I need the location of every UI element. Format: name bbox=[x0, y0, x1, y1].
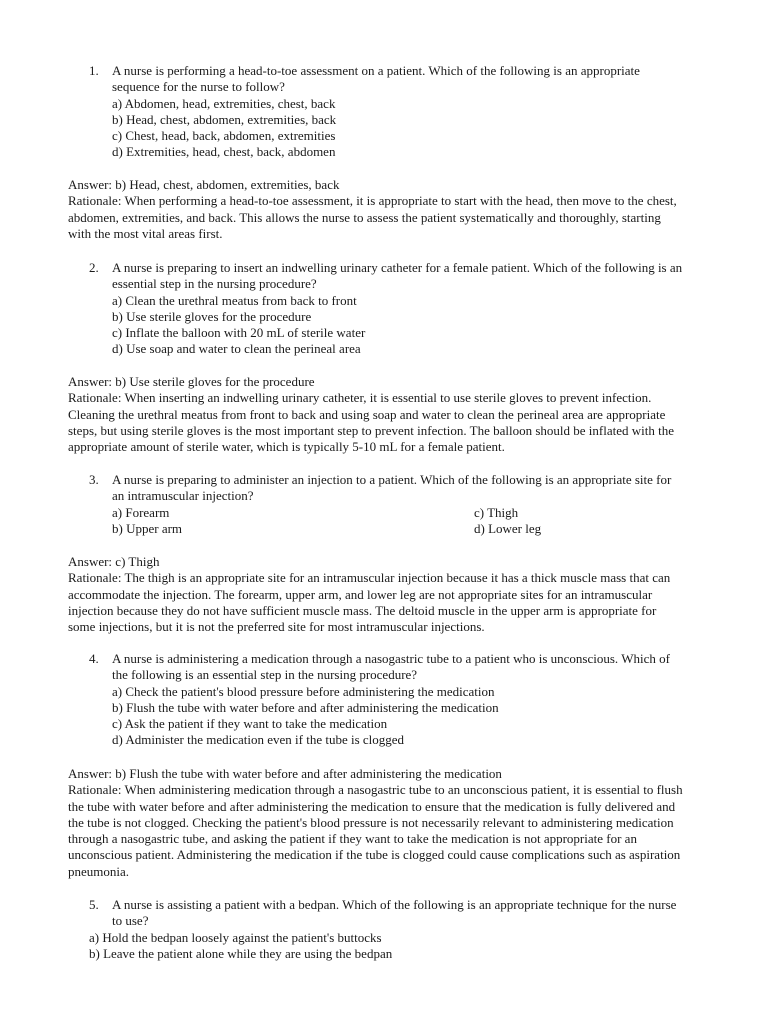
option-b: b) Leave the patient alone while they are using the bedpan bbox=[89, 945, 393, 961]
stem-line: to use? bbox=[112, 913, 149, 929]
question-2 bbox=[68, 260, 718, 358]
answer-line: Answer: c) Thigh bbox=[68, 554, 160, 569]
rationale-line: Rationale: When inserting an indwelling urinary catheter, it is essential to use sterile gloves to prevent infection. bbox=[68, 390, 652, 406]
stem-line: sequence for the nurse to follow? bbox=[112, 79, 285, 95]
option-b: b) Head, chest, abdomen, extremities, back bbox=[112, 111, 337, 127]
rationale-line: Rationale: When performing a head-to-toe assessment, it is appropriate to start with the head, then move to the chest, bbox=[68, 193, 677, 209]
answer-line: Answer: b) Flush the tube with water before and after administering the medication bbox=[68, 766, 502, 781]
answer-rationale-1 bbox=[68, 177, 718, 242]
question-stem bbox=[68, 651, 718, 684]
rationale-line: some injections, but it is not the preferred site for most intramuscular injections. bbox=[68, 619, 485, 635]
question-stem bbox=[68, 472, 718, 505]
rationale-line: pneumonia. bbox=[68, 863, 130, 879]
question-3 bbox=[68, 472, 718, 537]
stem-line: an intramuscular injection? bbox=[112, 488, 254, 504]
question-stem bbox=[68, 260, 718, 293]
option-a: a) Hold the bedpan loosely against the patient's buttocks bbox=[89, 929, 382, 945]
rationale-line: injection because they do not have sufficient muscle mass. The deltoid muscle in the upper arm is appropriate for bbox=[68, 602, 657, 618]
stem-line: essential step in the nursing procedure? bbox=[112, 276, 317, 292]
rationale-line: with the most vital areas first. bbox=[68, 225, 223, 241]
question-1 bbox=[68, 63, 718, 161]
rationale-line: unconscious patient. Administering the medication if the tube is clogged could cause complications such as aspiration bbox=[68, 847, 681, 863]
question-number: 5. bbox=[89, 897, 99, 912]
option-d: d) Administer the medication even if the tube is clogged bbox=[112, 732, 405, 748]
option-d: d) Use soap and water to clean the perineal area bbox=[112, 341, 361, 357]
option-b: b) Upper arm bbox=[112, 520, 183, 536]
stem-line: A nurse is preparing to administer an injection to a patient. Which of the following is an appropriate site for bbox=[112, 472, 672, 487]
option-d: d) Lower leg bbox=[474, 520, 542, 536]
rationale-line: Rationale: When administering medication through a nasogastric tube to an unconscious patient, it is essential to flush bbox=[68, 782, 683, 798]
option-a: a) Forearm bbox=[112, 504, 170, 520]
stem-line: A nurse is performing a head-to-toe assessment on a patient. Which of the following is an appropriate bbox=[112, 63, 640, 78]
stem-line: A nurse is administering a medication through a nasogastric tube to a patient who is unconscious. Which of bbox=[112, 651, 670, 666]
question-number: 3. bbox=[89, 472, 99, 487]
question-stem bbox=[68, 897, 718, 930]
rationale-line: Rationale: The thigh is an appropriate site for an intramuscular injection because it has a thick muscle mass that can bbox=[68, 570, 671, 586]
rationale-line: steps, but using sterile gloves is the most important step to prevent infection. The balloon should be inflated with the bbox=[68, 422, 674, 438]
answer-rationale-3 bbox=[68, 554, 718, 635]
option-d: d) Extremities, head, chest, back, abdomen bbox=[112, 144, 336, 160]
rationale-line: accommodate the injection. The forearm, upper arm, and lower leg are not appropriate sites for an intramuscular bbox=[68, 586, 653, 602]
question-number: 1. bbox=[89, 63, 99, 78]
stem-line: A nurse is preparing to insert an indwelling urinary catheter for a female patient. Which of the following is an bbox=[112, 260, 683, 275]
options-list bbox=[68, 930, 718, 963]
option-c: c) Thigh bbox=[474, 504, 519, 520]
option-a: a) Check the patient's blood pressure before administering the medication bbox=[112, 683, 495, 699]
option-c: c) Chest, head, back, abdomen, extremities bbox=[112, 128, 336, 144]
question-4 bbox=[68, 651, 718, 749]
question-number: 4. bbox=[89, 651, 99, 666]
stem-line: the following is an essential step in the nursing procedure? bbox=[112, 667, 418, 683]
option-a: a) Abdomen, head, extremities, chest, back bbox=[112, 95, 336, 111]
answer-rationale-4 bbox=[68, 766, 718, 880]
answer-line: Answer: b) Use sterile gloves for the procedure bbox=[68, 374, 315, 389]
option-c: c) Inflate the balloon with 20 mL of sterile water bbox=[112, 325, 366, 341]
answer-rationale-2 bbox=[68, 374, 718, 455]
option-a: a) Clean the urethral meatus from back to front bbox=[112, 292, 357, 308]
rationale-line: Cleaning the urethral meatus from front to back and using soap and water to clean the perineal area are appropriate bbox=[68, 406, 666, 422]
options-list bbox=[68, 293, 718, 358]
rationale-line: appropriate amount of sterile water, which is typically 5-10 mL for a female patient. bbox=[68, 439, 505, 455]
rationale-line: abdomen, extremities, and back. This allows the nurse to assess the patient systematically and thoroughly, starting bbox=[68, 209, 661, 225]
rationale-line: the tube is not clogged. Checking the patient's blood pressure is not necessarily relevant to administering medication bbox=[68, 814, 674, 830]
option-c: c) Ask the patient if they want to take the medication bbox=[112, 716, 388, 732]
option-b: b) Flush the tube with water before and after administering the medication bbox=[112, 699, 499, 715]
rationale-line: through a nasogastric tube, and asking the patient if they want to take the medication is not appropriate for an bbox=[68, 831, 637, 847]
options-list bbox=[68, 684, 718, 749]
option-b: b) Use sterile gloves for the procedure bbox=[112, 308, 312, 324]
answer-line: Answer: b) Head, chest, abdomen, extremities, back bbox=[68, 177, 340, 192]
stem-line: A nurse is assisting a patient with a bedpan. Which of the following is an appropriate technique for the nurse bbox=[112, 897, 677, 912]
rationale-line: the tube with water before and after administering the medication to ensure that the medication is fully delivered and bbox=[68, 798, 676, 814]
question-stem bbox=[68, 63, 718, 96]
question-5 bbox=[68, 897, 718, 962]
options-list bbox=[68, 96, 718, 161]
options-grid bbox=[68, 505, 718, 538]
question-number: 2. bbox=[89, 260, 99, 275]
